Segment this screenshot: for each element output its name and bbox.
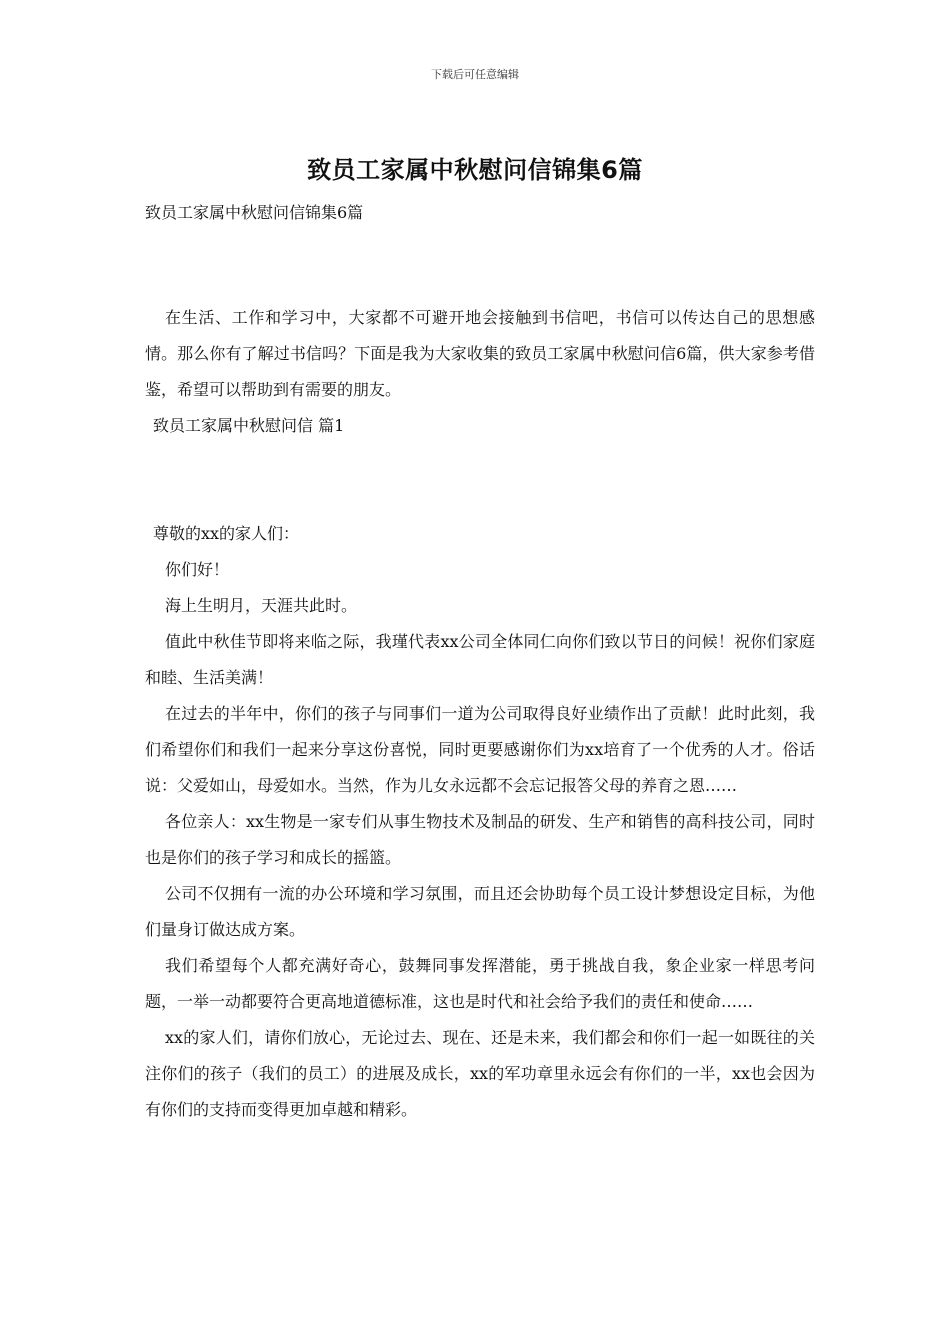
document-subtitle: 致员工家属中秋慰问信锦集6篇 xyxy=(145,203,364,222)
letter-paragraph: 我们希望每个人都充满好奇心，鼓舞同事发挥潜能，勇于挑战自我，象企业家一样思考问题，一举一动都要符合更高地道德标准，这也是时代和社会给予我们的责任和使命…… xyxy=(145,956,815,1011)
letter-paragraph: 值此中秋佳节即将来临之际，我瑾代表xx公司全体同仁向你们致以节日的问候！祝你们家庭和睦、生活美满！ xyxy=(145,632,815,687)
document-body xyxy=(145,300,815,1128)
letter-paragraph: 海上生明月，天涯共此时。 xyxy=(165,596,358,615)
spacer xyxy=(145,444,815,516)
letter-salutation: 尊敬的xx的家人们： xyxy=(153,524,300,543)
header-note: 下载后可任意编辑 xyxy=(431,68,519,81)
section-heading: 致员工家属中秋慰问信 篇1 xyxy=(153,416,345,435)
document-title: 致员工家属中秋慰问信锦集6篇 xyxy=(307,156,643,184)
intro-paragraph: 在生活、工作和学习中，大家都不可避开地会接触到书信吧，书信可以传达自己的思想感情。那么你有了解过书信吗？下面是我为大家收集的致员工家属中秋慰问信6篇，供大家参考借鉴，希望可以帮助到有需要的朋友。 xyxy=(145,308,815,399)
letter-paragraph: xx的家人们，请你们放心，无论过去、现在、还是未来，我们都会和你们一起一如既往的关注你们的孩子（我们的员工）的进展及成长，xx的军功章里永远会有你们的一半，xx也会因为有你们的支持而变得更加卓越和精彩。 xyxy=(145,1028,815,1119)
letter-greeting: 你们好！ xyxy=(165,560,230,579)
letter-paragraph: 公司不仅拥有一流的办公环境和学习氛围，而且还会协助每个员工设计梦想设定目标，为他们量身订做达成方案。 xyxy=(145,884,815,939)
letter-paragraph: 各位亲人：xx生物是一家专们从事生物技术及制品的研发、生产和销售的高科技公司，同时也是你们的孩子学习和成长的摇篮。 xyxy=(145,812,815,867)
letter-paragraph: 在过去的半年中，你们的孩子与同事们一道为公司取得良好业绩作出了贡献！此时此刻，我们希望你们和我们一起来分享这份喜悦，同时更要感谢你们为xx培育了一个优秀的人才。俗话说：父爱如山，母爱如水。当然，作为儿女永远都不会忘记报答父母的养育之恩…… xyxy=(145,704,815,795)
